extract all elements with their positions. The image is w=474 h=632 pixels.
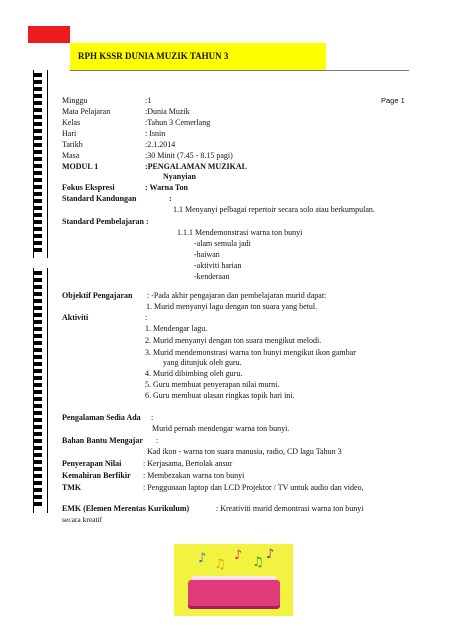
list-item: 2. Murid menyanyi dengan ton suara mengikut melodi.	[145, 336, 322, 345]
list-item: -aktiviti harian	[194, 261, 242, 270]
page-number: Page 1	[381, 96, 405, 105]
piano-black-key	[34, 94, 42, 98]
piano-black-key	[34, 411, 42, 415]
piano-black-key	[34, 73, 42, 77]
list-item: 5. Guru membuat penyerapan nilai murni.	[145, 380, 280, 389]
red-accent-bar	[28, 26, 70, 43]
piano-black-key	[34, 80, 42, 84]
piano-black-key	[34, 390, 42, 394]
piano-black-key	[34, 213, 42, 217]
piano-black-key	[34, 108, 42, 112]
piano-black-key	[34, 488, 42, 492]
bahan-text: Kad ikon - warna ton suara manusia, radio, CD lagu Tahun 3	[147, 447, 342, 456]
list-item: 6. Guru membuat ulasan ringkas topik hari ini.	[145, 391, 295, 400]
objektif-point: 1. Murid menyanyi lagu dengan ton suara yang betul.	[146, 302, 318, 311]
standard-kandungan-label: Standard Kandungan	[62, 194, 137, 203]
piano-black-key	[34, 271, 42, 275]
piano-black-key	[34, 248, 42, 252]
list-item: 1. Mendengar lagu.	[145, 324, 208, 333]
info-label-mata-pelajaran: Mata Pelajaran	[62, 107, 111, 116]
piano-black-key	[34, 278, 42, 282]
kemahiran-text: : Membezakan warna ton bunyi	[143, 471, 245, 480]
info-value-masa: :30 Minit (7.45 - 8.15 pagi)	[145, 151, 233, 160]
aktiviti-label: Aktiviti	[62, 313, 89, 322]
piano-black-key	[34, 292, 42, 296]
document-title: RPH KSSR DUNIA MUZIK TAHUN 3	[78, 51, 229, 61]
piano-black-key	[34, 404, 42, 408]
piano-black-key	[34, 285, 42, 289]
list-item: -kenderaan	[194, 272, 230, 281]
piano-black-key	[34, 327, 42, 331]
pengalaman-text: Murid pernah mendengar warna ton bunyi.	[152, 424, 290, 433]
piano-black-key	[34, 241, 42, 245]
piano-black-key	[34, 164, 42, 168]
piano-keys-icon	[33, 70, 48, 258]
piano-black-key	[34, 87, 42, 91]
music-note-icon: ♪	[266, 547, 275, 562]
header-divider	[70, 70, 409, 71]
list-item: yang ditunjuk oleh guru.	[163, 358, 242, 367]
piano-black-key	[34, 425, 42, 429]
piano-black-key	[34, 192, 42, 196]
tmk-label: TMK	[62, 483, 82, 492]
piano-black-key	[34, 495, 42, 499]
piano-black-key	[34, 313, 42, 317]
piano-black-key	[34, 185, 42, 189]
piano-black-key	[34, 446, 42, 450]
piano-black-key	[34, 383, 42, 387]
music-note-icon: ♫	[252, 555, 264, 570]
piano-black-key	[34, 376, 42, 380]
fokus-value: : Warna Ton	[145, 183, 188, 192]
kemahiran-label: Kemahiran Berfikir	[62, 471, 131, 480]
piano-black-key	[34, 234, 42, 238]
piano-black-key	[34, 453, 42, 457]
piano-black-key	[34, 397, 42, 401]
piano-black-key	[34, 101, 42, 105]
piano-black-key	[34, 227, 42, 231]
music-note-icon: ♪	[198, 551, 207, 566]
piano-black-key	[34, 369, 42, 373]
piano-black-key	[34, 178, 42, 182]
piano-keys-icon	[33, 268, 48, 513]
info-value-kelas: :Tahun 3 Cemerlang	[145, 118, 211, 127]
pengalaman-label: Pengalaman Sedia Ada	[62, 413, 141, 422]
piano-black-key	[34, 199, 42, 203]
list-item: 4. Murid dibimbing oleh guru.	[145, 369, 243, 378]
info-value-minggu: :1	[145, 96, 152, 105]
piano-black-key	[34, 481, 42, 485]
tmk-text: : Penggunaan laptop dan LCD Projektor / TV untuk audio dan video,	[143, 483, 364, 492]
piano-black-key	[34, 334, 42, 338]
standard-pembelajaran-label: Standard Pembelajaran :	[62, 217, 149, 226]
info-label-masa: Masa	[62, 151, 80, 160]
bahan-label: Bahan Bantu Mengajar	[62, 436, 143, 445]
info-value-hari: : Isnin	[145, 129, 166, 138]
piano-black-key	[34, 306, 42, 310]
piano-black-key	[34, 474, 42, 478]
modul-sub: Nyanyian	[163, 172, 196, 181]
objektif-label: Objektif Pengajaran	[62, 291, 133, 300]
list-item: -haiwan	[194, 250, 220, 259]
piano-black-key	[34, 115, 42, 119]
piano-black-key	[34, 502, 42, 506]
songbook-icon	[188, 580, 280, 606]
bahan-colon: :	[156, 436, 159, 445]
standard-kandungan-text: 1.1 Menyanyi pelbagai repertoir secara solo atau berkumpulan.	[173, 205, 375, 214]
pengalaman-colon: :	[151, 413, 154, 422]
piano-black-key	[34, 418, 42, 422]
emk-label: EMK (Elemen Merentas Kurikulum)	[62, 504, 190, 513]
piano-black-key	[34, 143, 42, 147]
emk-text: : Kreativiti murid demontrasi warna ton bunyi	[216, 504, 364, 513]
list-item: -alam semula jadi	[194, 239, 251, 248]
piano-black-key	[34, 220, 42, 224]
piano-black-key	[34, 460, 42, 464]
penyerapan-text: : Kerjasama, Bertolak ansur	[143, 459, 233, 468]
fokus-label: Fokus Ekspresi	[62, 183, 115, 192]
aktiviti-colon: :	[145, 313, 148, 322]
penyerapan-label: Penyerapan Nilai	[62, 459, 122, 468]
piano-black-key	[34, 129, 42, 133]
info-value-tarikh: :2.1.2014	[145, 140, 176, 149]
music-note-icon: ♪	[234, 548, 243, 563]
list-item: 3. Murid mendemonstrasi warna ton bunyi mengikut ikon gambar	[145, 348, 356, 357]
info-value-mata-pelajaran: :Dunia Muzik	[145, 107, 190, 116]
info-label-tarikh: Tarikh	[62, 140, 83, 149]
piano-black-key	[34, 355, 42, 359]
info-label-hari: Hari	[62, 129, 77, 138]
piano-black-key	[34, 171, 42, 175]
piano-black-key	[34, 362, 42, 366]
piano-black-key	[34, 341, 42, 345]
piano-black-key	[34, 348, 42, 352]
piano-black-key	[34, 320, 42, 324]
piano-black-key	[34, 122, 42, 126]
emk-text-continued: secara kreatif	[62, 515, 103, 524]
piano-black-key	[34, 150, 42, 154]
info-label-minggu: Minggu	[62, 96, 88, 105]
objektif-text: : -Pada akhir pengajaran dan pembelajaran murid dapat:	[147, 291, 327, 300]
modul-label: MODUL 1	[62, 162, 99, 171]
info-label-kelas: Kelas	[62, 118, 81, 127]
piano-black-key	[34, 432, 42, 436]
piano-black-key	[34, 439, 42, 443]
modul-value: :PENGALAMAN MUZIKAL	[145, 162, 247, 171]
piano-black-key	[34, 467, 42, 471]
piano-black-key	[34, 299, 42, 303]
piano-black-key	[34, 136, 42, 140]
standard-kandungan-colon: :	[169, 194, 172, 203]
piano-black-key	[34, 157, 42, 161]
piano-black-key	[34, 206, 42, 210]
standard-pembelajaran-text: 1.1.1 Mendemonstrasi warna ton bunyi	[177, 228, 303, 237]
music-note-icon: ♫	[214, 557, 226, 572]
